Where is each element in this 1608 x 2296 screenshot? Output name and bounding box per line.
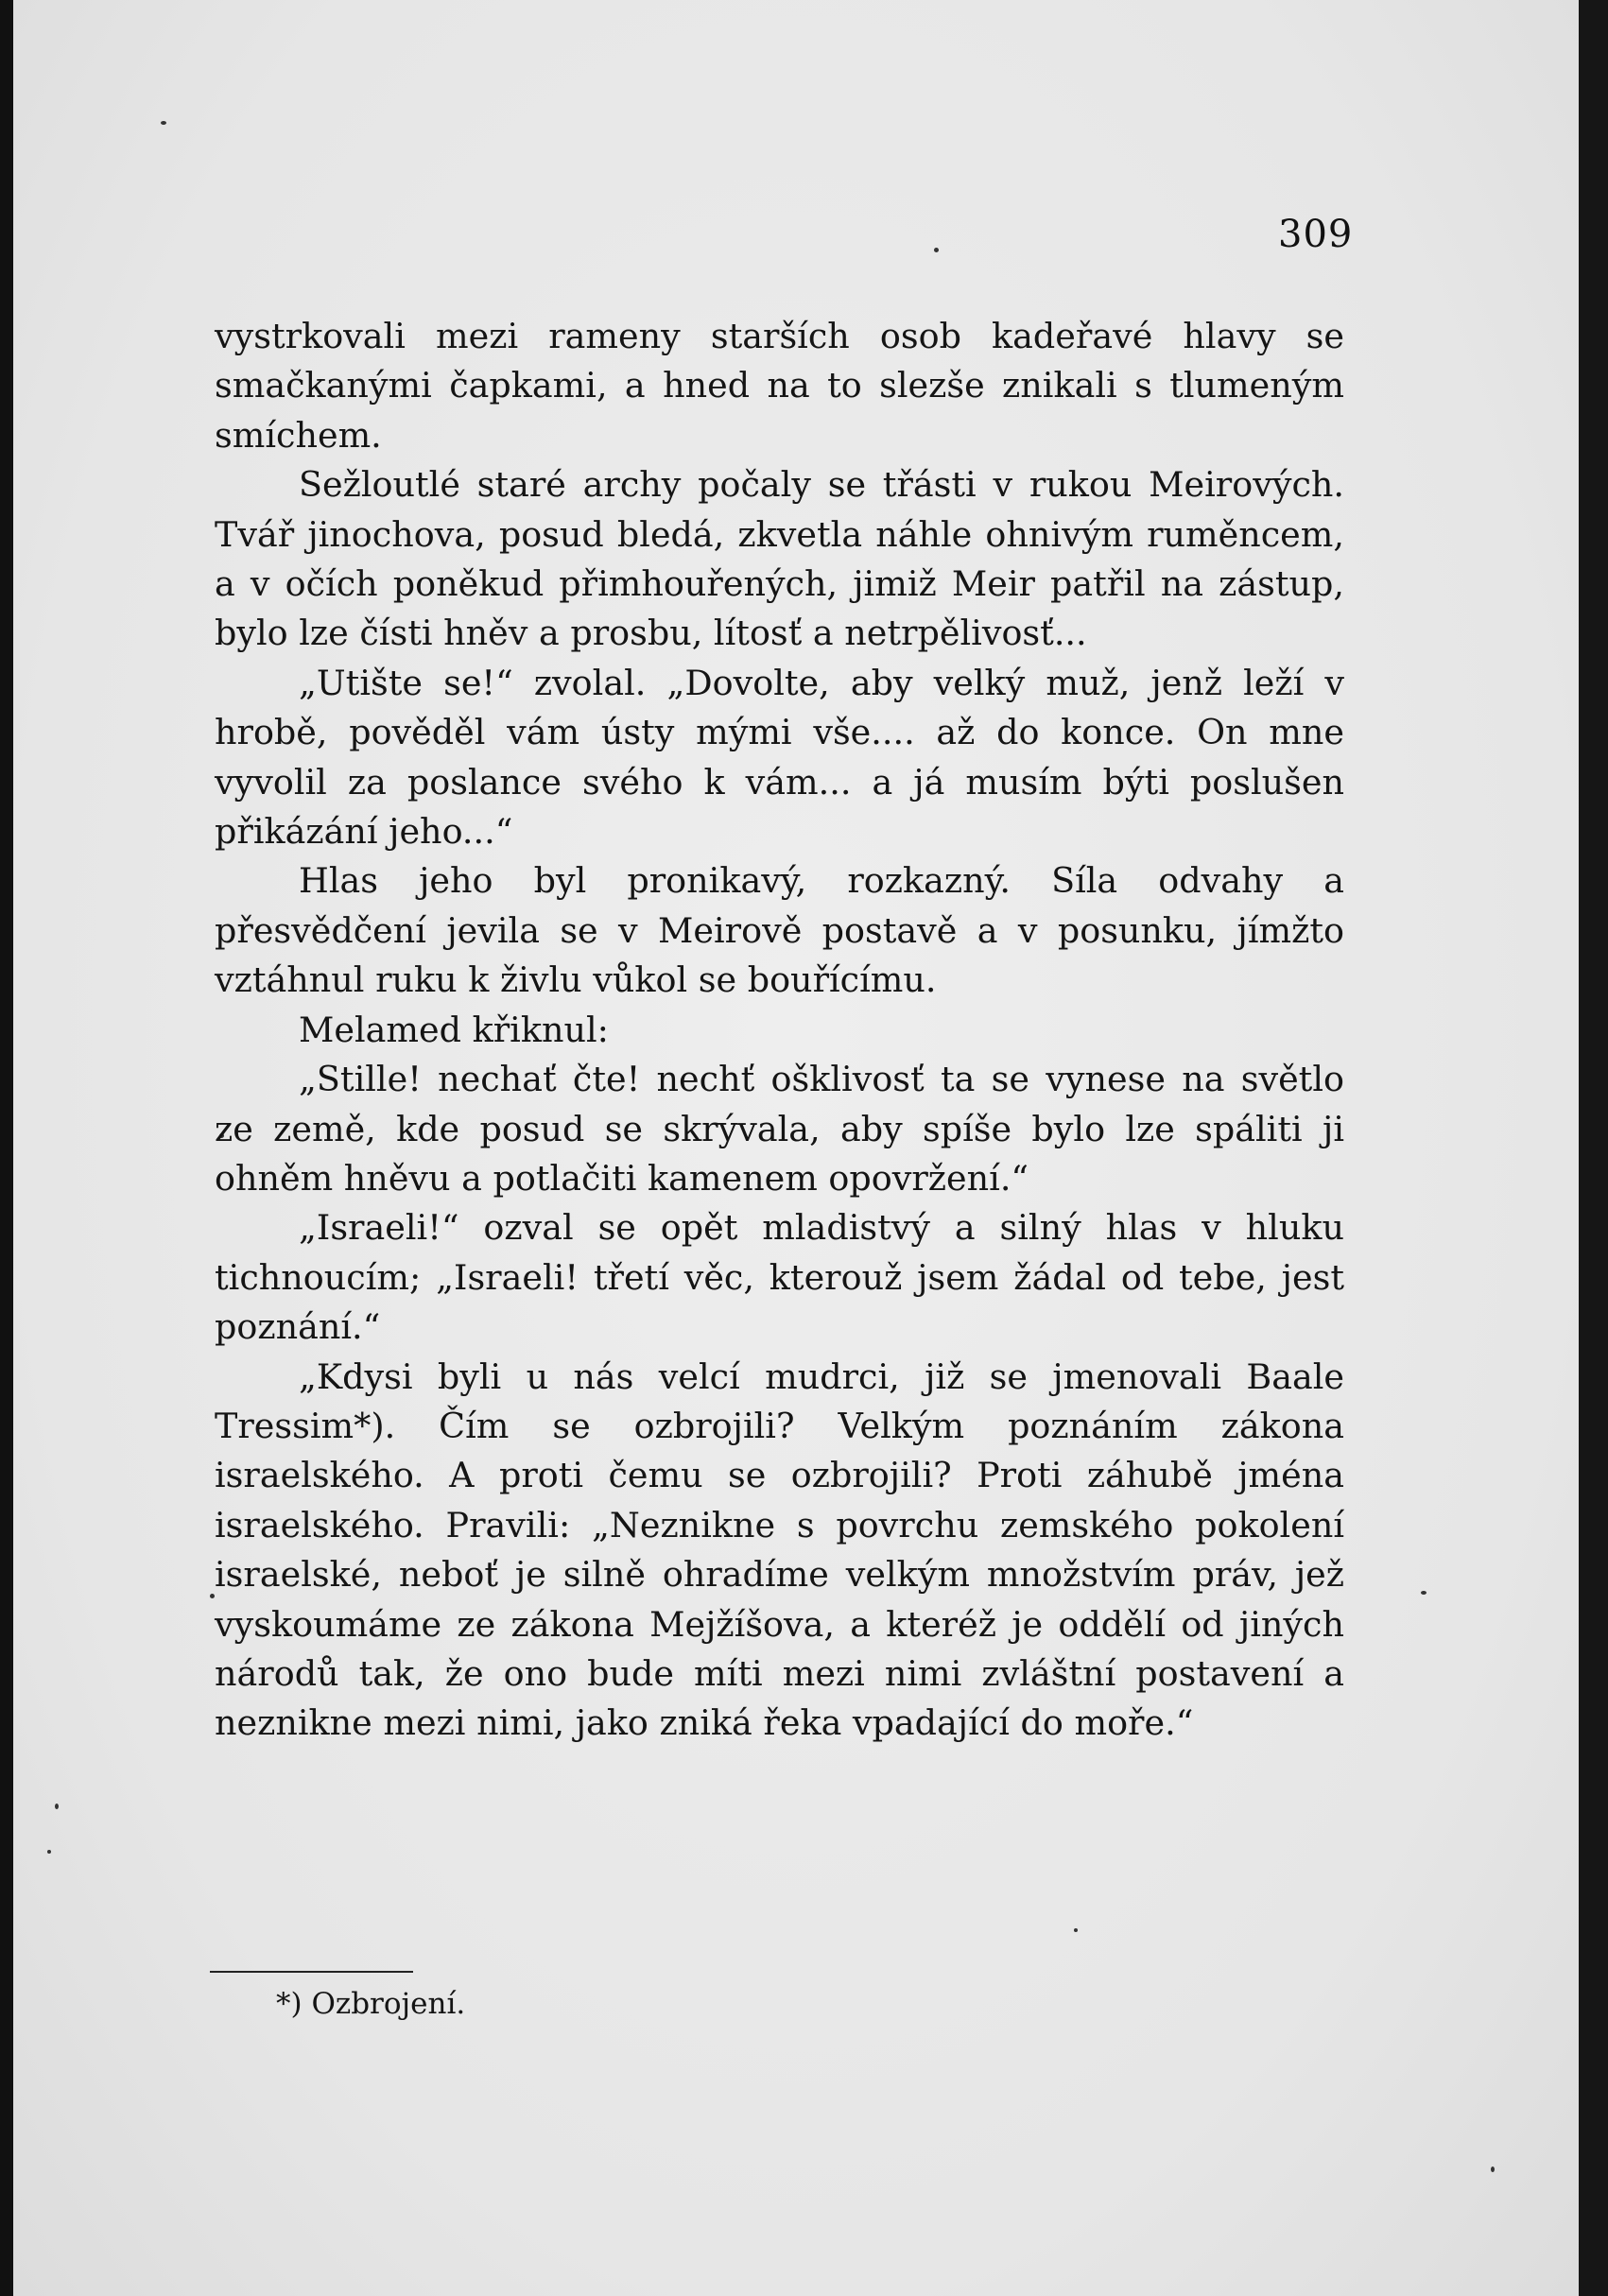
ink-speck (161, 121, 166, 125)
ink-speck (1491, 2167, 1495, 2172)
ink-speck (1074, 1928, 1078, 1932)
ink-speck (1421, 1591, 1426, 1595)
paragraph: „Israeli!“ ozval se opět mladistvý a silný hlas v hluku tichnoucím; „Israeli! třetí věc, kterouž jsem žádal od tebe, jest poznání.“ (215, 1207, 1344, 1348)
paragraph: „Kdysi byli u nás velcí mudrci, již se jmenovali Baale Tressim*). Čím se ozbrojili? Velkým poznáním zákona israelského. A proti čemu se ozbrojili? Proti záhubě jména israelského. Pravili: „Neznikne s povrchu zemského pokolení israelské, neboť je silně ohradíme velkým množstvím práv, jež vyskoumáme ze zákona Mejžíšova, a kteréž je oddělí od jiných národů tak, že ono bude míti mezi nimi zvláštní postavení a neznikne mezi nimi, jako zniká řeka vpadající do moře.“ (215, 1355, 1344, 1744)
body-text (215, 312, 1344, 1749)
ink-speck (55, 1804, 59, 1809)
footnote: *) Ozbrojení. (276, 1987, 466, 2021)
paragraph: vystrkovali mezi rameny starších osob kadeřavé hlavy se smačkanými čapkami, a hned na to slezše znikali s tlumeným smíchem. (215, 316, 1344, 456)
page-number: 309 (1278, 213, 1354, 256)
paragraph: „Utište se!“ zvolal. „Dovolte, aby velký muž, jenž leží v hrobě, pověděl vám ústy mými vše.... až do konce. On mne vyvolil za poslance svého k vám... a já musím býti poslušen přikázání jeho...“ (215, 662, 1344, 853)
paragraph: Hlas jeho byl pronikavý, rozkazný. Síla odvahy a přesvědčení jevila se v Meirově postavě a v posunku, jímžto vztáhnul ruku k živlu vůkol se bouřícímu. (215, 860, 1344, 1001)
ink-speck (934, 248, 939, 252)
ink-speck (47, 1850, 51, 1854)
page-edge-shadow (1579, 0, 1608, 2296)
paragraph: Melamed křiknul: (299, 1009, 609, 1050)
footnote-divider (210, 1971, 413, 1973)
paragraph: Sežloutlé staré archy počaly se třásti v rukou Meirových. Tvář jinochova, posud bledá, zkvetla náhle ohnivým ruměncem, a v očích poněkud přimhouřených, jimiž Meir patřil na zástup, bylo lze čísti hněv a prosbu, lítosť a netrpělivosť... (215, 464, 1344, 654)
paragraph: „Stille! nechať čte! nechť ošklivosť ta se vynese na světlo ze země, kde posud se skrývala, aby spíše bylo lze spáliti ji ohněm hněvu a potlačiti kamenem opovržení.“ (215, 1059, 1344, 1199)
